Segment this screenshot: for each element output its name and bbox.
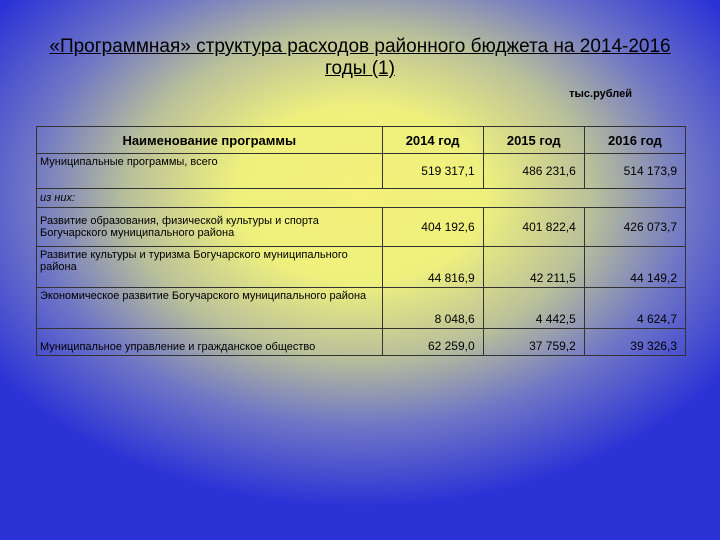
cell-2016: 39 326,3 [584,329,685,356]
table-row [37,329,686,356]
row-name: Экономическое развитие Богучарского муниципального района [37,288,383,329]
cell-2014: 8 048,6 [382,288,483,329]
header-row [37,127,686,154]
cell-2015: 486 231,6 [483,154,584,189]
header-year-2015: 2015 год [483,127,584,154]
table-row [37,247,686,288]
budget-table [36,126,686,356]
row-name: Развитие культуры и туризма Богучарского муниципального района [37,247,383,288]
cell-2015: 42 211,5 [483,247,584,288]
row-name: Развитие образования, физической культуры и спорта Богучарского муниципального района [37,208,383,247]
cell-2016: 426 073,7 [584,208,685,247]
slide-title: «Программная» структура расходов районного бюджета на 2014-2016 годы (1) [49,36,671,79]
row-name: Муниципальное управление и гражданское общество [37,329,383,356]
cell-2016: 514 173,9 [584,154,685,189]
table-row [37,208,686,247]
header-year-2014: 2014 год [382,127,483,154]
row-name: Муниципальные программы, всего [37,154,383,189]
cell-2014: 62 259,0 [382,329,483,356]
cell-2014: 519 317,1 [382,154,483,189]
cell-2015: 4 442,5 [483,288,584,329]
table-row-total [37,154,686,189]
cell-2015: 37 759,2 [483,329,584,356]
cell-2014: 404 192,6 [382,208,483,247]
cell-2014: 44 816,9 [382,247,483,288]
note-text: из них: [37,189,686,208]
header-program-name: Наименование программы [37,127,383,154]
cell-2015: 401 822,4 [483,208,584,247]
cell-2016: 4 624,7 [584,288,685,329]
table-row [37,288,686,329]
table-row-note [37,189,686,208]
header-year-2016: 2016 год [584,127,685,154]
cell-2016: 44 149,2 [584,247,685,288]
units-label: тыс.рублей [569,88,632,100]
